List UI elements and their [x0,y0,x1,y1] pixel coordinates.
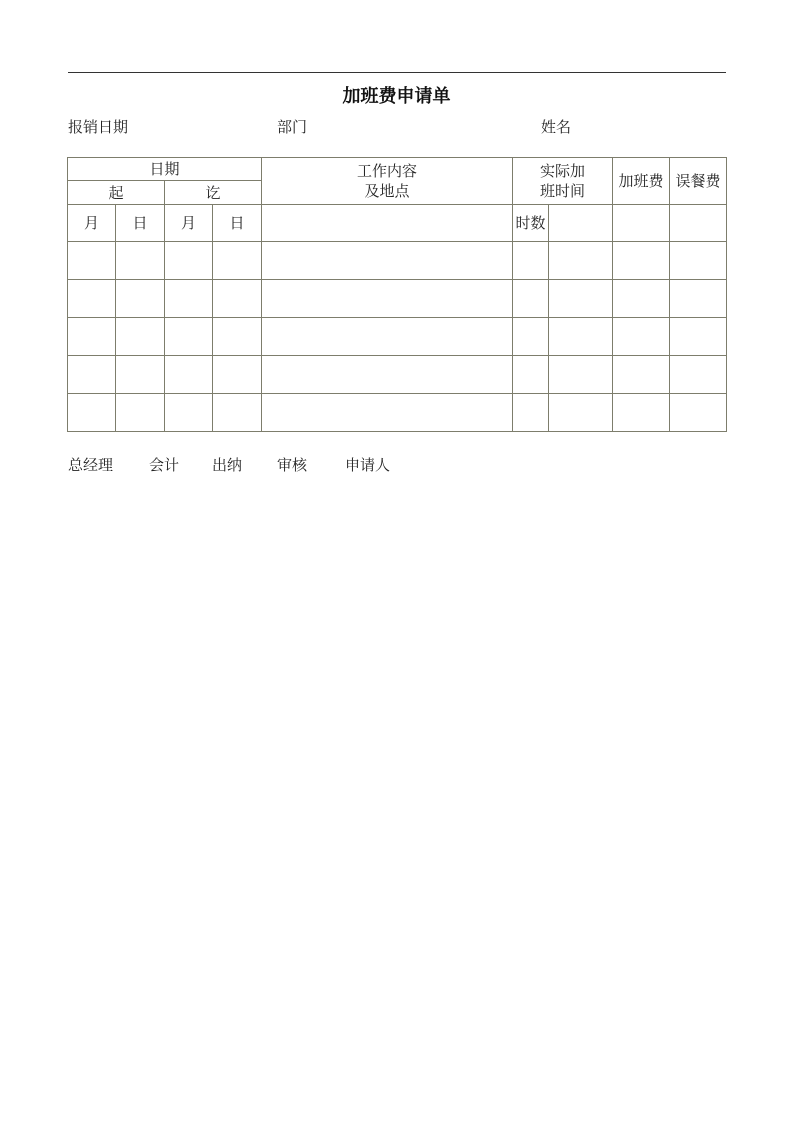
work-content-header [262,158,513,205]
header-row-1 [68,158,727,181]
meal-allowance-cell[interactable] [670,356,727,394]
top-rule [68,72,726,73]
start-day-cell[interactable] [116,356,165,394]
end-day-cell[interactable] [213,242,262,280]
name-label: 姓名 [541,118,572,136]
start-month-label: 月 [68,205,116,242]
table-row [68,242,727,280]
form-title: 加班费申请单 [342,86,451,107]
hours-value-cell[interactable] [549,242,613,280]
hours-unit-cell[interactable] [513,356,549,394]
start-day-cell[interactable] [116,318,165,356]
start-day-cell[interactable] [116,242,165,280]
department-label: 部门 [277,118,308,136]
end-month-cell[interactable] [165,356,213,394]
overtime-pay-cell[interactable] [613,356,670,394]
meal-allowance-cell[interactable] [670,394,727,432]
work-content-cell[interactable] [262,318,513,356]
applicant-label: 申请人 [345,456,391,474]
start-month-cell[interactable] [68,280,116,318]
hours-value-cell[interactable] [549,280,613,318]
hours-unit-cell[interactable] [513,242,549,280]
end-month-cell[interactable] [165,394,213,432]
hours-unit-cell[interactable] [513,394,549,432]
general-manager-label: 总经理 [68,456,114,474]
overtime-pay-cell[interactable] [613,318,670,356]
work-content-line2: 及地点 [364,182,410,200]
table-row [68,318,727,356]
overtime-pay-cell[interactable] [613,394,670,432]
table-row [68,356,727,394]
overtime-table [67,157,727,432]
work-content-cell[interactable] [262,356,513,394]
start-day-label: 日 [116,205,165,242]
header-row-3 [68,205,727,242]
hours-value-cell[interactable] [549,356,613,394]
start-month-cell[interactable] [68,356,116,394]
start-month-cell[interactable] [68,394,116,432]
hours-label: 时数 [513,205,549,242]
meal-allowance-header: 误餐费 [670,158,727,205]
start-day-cell[interactable] [116,280,165,318]
work-content-line1: 工作内容 [357,162,418,180]
overtime-pay-cell[interactable] [613,242,670,280]
actual-overtime-line1: 实际加 [540,162,586,180]
end-day-cell[interactable] [213,280,262,318]
start-header: 起 [68,181,165,205]
overtime-pay-cell[interactable] [613,205,670,242]
end-header: 讫 [165,181,262,205]
hours-value-cell[interactable] [549,394,613,432]
overtime-pay-cell[interactable] [613,280,670,318]
end-month-label: 月 [165,205,213,242]
work-content-cell[interactable] [262,394,513,432]
start-day-cell[interactable] [116,394,165,432]
end-day-cell[interactable] [213,394,262,432]
hours-unit-cell[interactable] [513,318,549,356]
accountant-label: 会计 [149,456,180,474]
cashier-label: 出纳 [212,456,243,474]
hours-unit-cell[interactable] [513,280,549,318]
work-content-cell[interactable] [262,205,513,242]
work-content-cell[interactable] [262,242,513,280]
hours-value-cell[interactable] [549,205,613,242]
end-month-cell[interactable] [165,242,213,280]
table-row [68,280,727,318]
work-content-cell[interactable] [262,280,513,318]
table-row [68,394,727,432]
end-month-cell[interactable] [165,318,213,356]
data-rows [68,242,727,432]
end-month-cell[interactable] [165,280,213,318]
end-day-cell[interactable] [213,356,262,394]
actual-overtime-header [513,158,613,205]
start-month-cell[interactable] [68,242,116,280]
reimburse-date-label: 报销日期 [68,118,129,136]
meal-allowance-cell[interactable] [670,205,727,242]
meal-allowance-cell[interactable] [670,242,727,280]
meal-allowance-cell[interactable] [670,280,727,318]
end-day-cell[interactable] [213,318,262,356]
start-month-cell[interactable] [68,318,116,356]
reviewer-label: 审核 [277,456,308,474]
date-header: 日期 [68,158,262,181]
overtime-pay-header: 加班费 [613,158,670,205]
meal-allowance-cell[interactable] [670,318,727,356]
hours-value-cell[interactable] [549,318,613,356]
end-day-label: 日 [213,205,262,242]
actual-overtime-line2: 班时间 [540,182,586,200]
